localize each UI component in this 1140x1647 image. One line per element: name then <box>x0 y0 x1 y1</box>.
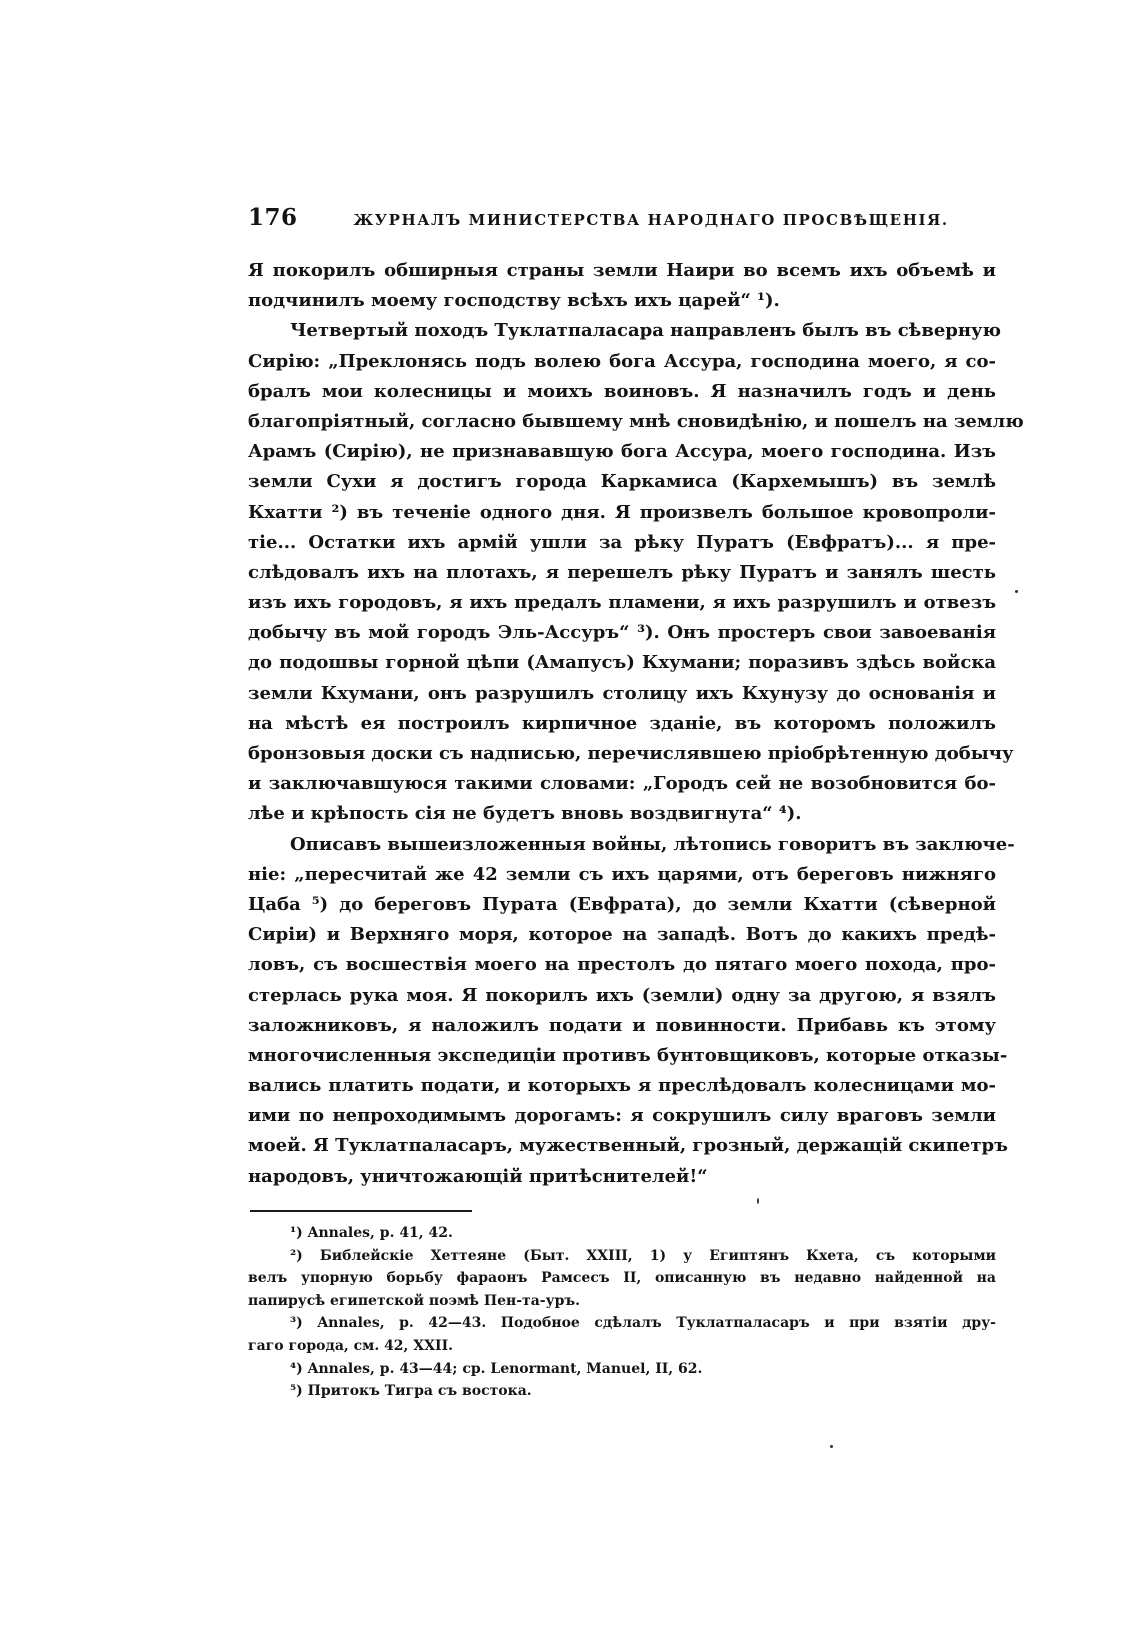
main-text <box>248 256 1024 1192</box>
text-line: Кхатти ²) въ теченіе одного дня. Я произвелъ большое кровопроли- <box>248 501 996 523</box>
footnote-line: гаго города, см. 42, XXII. <box>248 1337 453 1354</box>
running-title: ЖУРНАЛЪ МИНИСТЕРСТВА НАРОДНАГО ПРОСВѢЩЕНІЯ. <box>353 211 949 229</box>
text-line: изъ ихъ городовъ, я ихъ предалъ пламени, я ихъ разрушилъ и отвезъ <box>248 592 996 614</box>
text-line: земли Сухи я достигъ города Каркамиса (Кархемышъ) въ землѣ <box>248 471 996 493</box>
text-line: Сирію: „Преклонясь подъ волею бога Ассура, господина моего, я со- <box>248 350 996 372</box>
text-line: и заключавшуюся такими словами: „Городъ сей не возобновится бо- <box>248 773 996 795</box>
text-line: моей. Я Туклатпаласаръ, мужественный, грозный, держащій скипетръ <box>248 1135 1008 1157</box>
footnote-line: ¹) Annales, p. 41, 42. <box>290 1225 453 1241</box>
text-line: Описавъ вышеизложенныя войны, лѣтопись говоритъ въ заключе- <box>290 833 1015 855</box>
text-line: народовъ, уничтожающій притѣснителей!“ <box>248 1165 708 1187</box>
text-line: бралъ мои колесницы и моихъ воиновъ. Я назначилъ годъ и день <box>248 380 996 402</box>
footnote-line: ³) Annales, p. 42—43. Подобное сдѣлалъ Туклатпаласаръ и при взятіи дру- <box>290 1315 996 1332</box>
footnote-line: папирусѣ египетской поэмѣ Пен-та-уръ. <box>248 1292 580 1309</box>
page-number: 176 <box>248 204 298 231</box>
print-speck <box>757 1198 759 1204</box>
text-line: ніе: „пересчитай же 42 земли съ ихъ царями, отъ береговъ нижняго <box>248 863 996 885</box>
footnote-line: ⁴) Annales, p. 43—44; cp. Lenormant, Manuel, II, 62. <box>290 1360 703 1377</box>
text-line: ловъ, съ восшествія моего на престолъ до пятаго моего похода, про- <box>248 954 996 976</box>
text-line: ими по непроходимымъ дорогамъ: я сокрушилъ силу враговъ земли <box>248 1105 996 1127</box>
footnote-line: ²) Библейскіе Хеттеяне (Быт. XXIII, 1) у Египтянъ Кхета, съ которыми <box>290 1247 996 1264</box>
footnote-line: ⁵) Притокъ Тигра съ востока. <box>290 1383 532 1400</box>
text-line: благопріятный, согласно бывшему мнѣ сновидѣнію, и пошелъ на землю <box>248 410 1024 432</box>
text-line: Я покорилъ обширныя страны земли Наири во всемъ ихъ объемѣ и <box>248 260 996 281</box>
text-line: на мѣстѣ ея построилъ кирпичное зданіе, въ которомъ положилъ <box>248 712 996 734</box>
page-header <box>248 204 949 234</box>
text-line: Арамъ (Сирію), не признававшую бога Ассура, моего господина. Изъ <box>248 441 996 463</box>
text-line: земли Кхумани, онъ разрушилъ столицу ихъ Кхунузу до основанія и <box>248 682 996 704</box>
text-line: Четвертый походъ Туклатпаласара направленъ былъ въ сѣверную <box>290 320 1002 342</box>
print-speck <box>830 1445 833 1448</box>
text-line: Сиріи) и Верхняго моря, которое на западѣ. Вотъ до какихъ предѣ- <box>248 924 996 946</box>
text-line: стерлась рука моя. Я покорилъ ихъ (земли) одну за другою, я взялъ <box>248 984 996 1006</box>
text-line: заложниковъ, я наложилъ подати и повинности. Прибавь къ этому <box>248 1014 996 1036</box>
text-line: вались платить подати, и которыхъ я преслѣдовалъ колесницами мо- <box>248 1075 996 1097</box>
text-line: до подошвы горной цѣпи (Амапусъ) Кхумани; поразивъ здѣсь войска <box>248 652 996 674</box>
text-line: многочисленныя экспедиціи противъ бунтовщиковъ, которые отказы- <box>248 1044 1008 1066</box>
text-line: тіе... Остатки ихъ армій ушли за рѣку Пуратъ (Евфратъ)... я пре- <box>248 531 996 553</box>
text-line: лѣе и крѣпость сія не будетъ вновь воздвигнута“ ⁴). <box>248 803 802 825</box>
footnote-line: велъ упорную борьбу фараонъ Рамсесъ II, описанную въ недавно найденной на <box>248 1270 996 1287</box>
text-line: бронзовыя доски съ надписью, перечислявшею пріобрѣтенную добычу <box>248 743 1014 764</box>
footnote-rule <box>250 1210 472 1212</box>
text-line: подчинилъ моему господству всѣхъ ихъ царей“ ¹). <box>248 290 780 312</box>
text-line: добычу въ мой городъ Эль-Ассуръ“ ³). Онъ простеръ свои завоеванія <box>248 622 996 644</box>
text-line: Цаба ⁵) до береговъ Пурата (Евфрата), до земли Кхатти (сѣверной <box>248 893 996 915</box>
print-speck <box>1015 590 1018 593</box>
text-line: слѣдовалъ ихъ на плотахъ, я перешелъ рѣку Пуратъ и занялъ шесть <box>248 561 996 583</box>
footnotes <box>248 1222 996 1403</box>
